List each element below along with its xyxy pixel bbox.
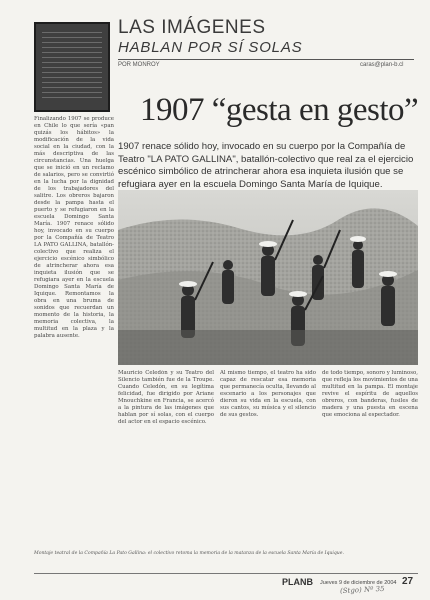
footer-rule [34,573,418,574]
article-column-2: Mauricio Celedón y su Teatro del Silencio también fue de la Troupe. Cuando Celedón, en su legítima felicidad, fue dirigido por Ariane Mnouchkine en Francia, se acercó a la pintura de las imágenes que hablan por sí solas, con el cuerpo del actor en el espacio escénico. [118,370,214,425]
theater-photo [118,190,418,365]
publication-date: Jueves 9 de diciembre de 2004 [320,580,397,586]
article-column-4: de todo tiempo, sonoro y luminoso, que refleja los movimientos de una multitud en la pampa. El montaje revive el espíritu de aquellos obreros, con banderas, fusiles de madera y una puesta en escena que emociona al espectador. [322,370,418,418]
article-column-3: Al mismo tiempo, el teatro ha sido capaz de rescatar esa memoria que permanecía oculta, llevando al escenario a los personajes que dieron su vida en la escuela, con sus cantos, su música y el silencio de sus gestos. [220,370,316,418]
article-headline: 1907 “gesta en gesto” [140,92,419,128]
handwritten-note: (Stgo) Nº 35 [339,584,385,596]
section-subtitle: HABLAN POR SÍ SOLAS [118,39,303,56]
header-rule [118,59,414,60]
byline-author: POR MONROY [118,62,160,68]
page-number: 27 [402,576,414,587]
photo-caption: Montaje teatral de la Compañía La Pato Gallina: el colectivo retoma la memoria de la matanza de la escuela Santa María de Iquique. [34,551,344,556]
section-title: LAS IMÁGENES [118,17,266,38]
byline-email[interactable]: caras@plan-b.cl [360,62,404,68]
article-column-1: Finalizando 1907 se produce en Chile lo que sería «pan quizás los hábitos» la modificación de la vida social en la ciudad, con la más descriptiva de las circunstancias. Una huelga que se inició en un reclamo de salarios, pero se convirtió en la lucha por la dignidad de los trabajadores del salitre. Los obreros bajaron desde la pampa hasta el puerto y se refugiaron en la escuela Domingo Santa María. 1907 renace sólido hoy, invocado en su cuerpo por la Compañía de Teatro LA PATO GALLINA, batallón-colectivo que realiza el ejercicio escénico simbólico de atrincherar ahora esa inquieta ilusión que se refugiara ayer en la escuela Domingo Santa María de Iquique. Remontamos la obra en una bruma de sonidos que recuerdan un momento de la historia, la memoria colectiva, la multitud en la plaza y la palabra ausente. [34,116,114,339]
article-lead: 1907 renace sólido hoy, invocado en su cuerpo por la Compañía de Teatro "LA PATO GALLINA", batallón-colectivo que real za el ejercicio escénico simbólico de atrincherar ahora esa inquieta ilusión que se refugiara ayer en la escuela Domingo Santa María de Iquique. [118,141,414,190]
publication-brand: PLANB [282,577,313,587]
section-thumbnail-image [34,22,110,112]
